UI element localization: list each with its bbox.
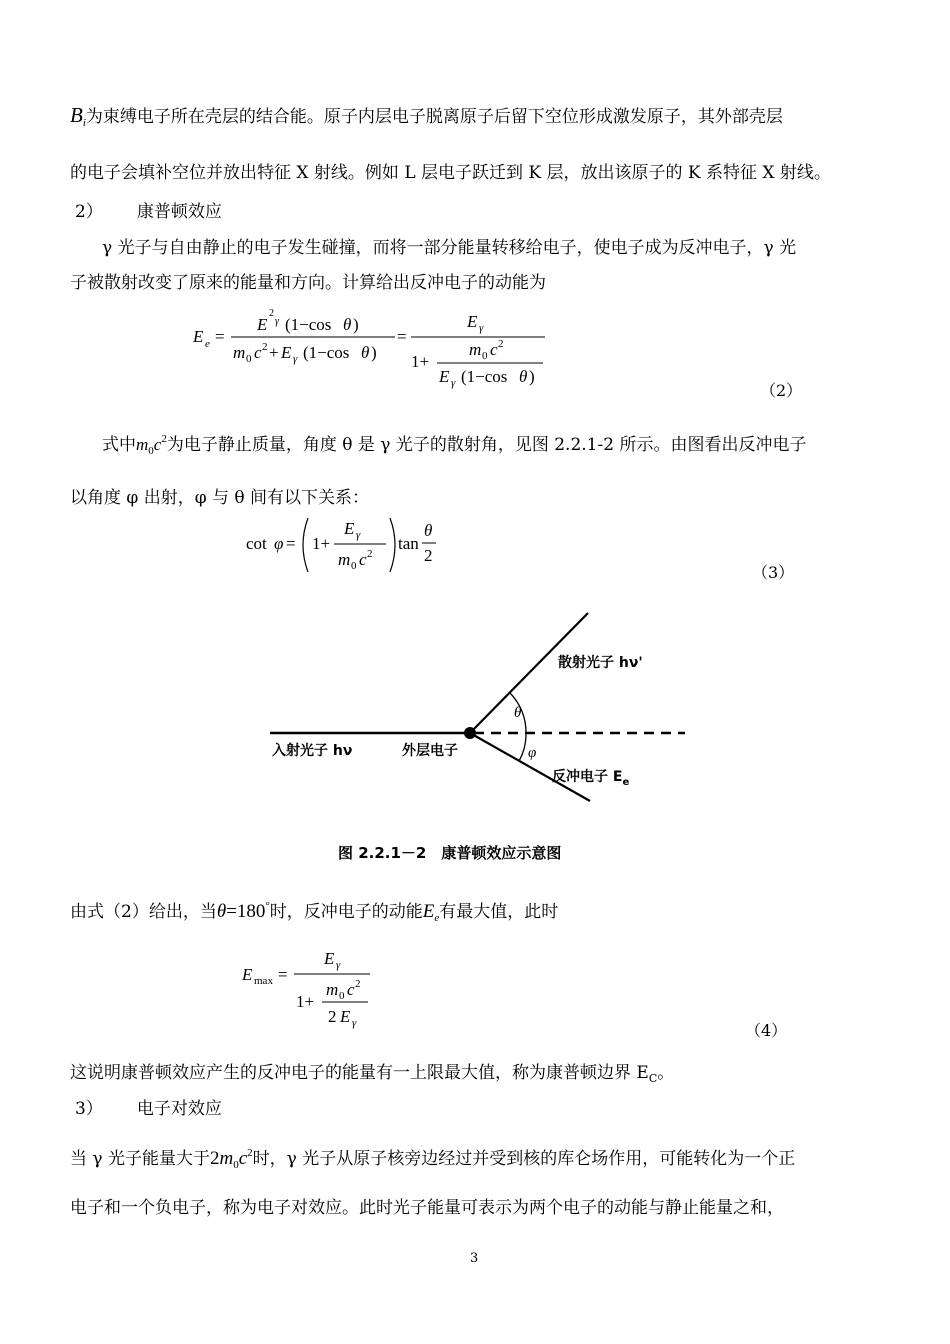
svg-text:=: = (397, 327, 407, 346)
svg-text:γ: γ (451, 377, 456, 389)
section-heading-compton (75, 201, 222, 223)
paragraph-line-6: 以角度 φ 出射，φ 与 θ 间有以下关系： (70, 488, 370, 508)
svg-text:m: m (469, 340, 482, 359)
svg-text:1+: 1+ (312, 534, 331, 553)
svg-text:): ) (353, 315, 359, 334)
equation-2-number: （2） (760, 381, 803, 400)
svg-text:=: = (215, 327, 225, 346)
paragraph-line-3: γ 光子与自由静止的电子发生碰撞，而将一部分能量转移给电子，使电子成为反冲电子，γ 光 (102, 238, 797, 258)
svg-text:φ: φ (274, 534, 284, 553)
theta-label: θ (514, 705, 522, 721)
svg-text:γ: γ (479, 322, 484, 334)
paragraph-text: 这说明康普顿效应产生的反冲电子的能量有一上限最大值，称为康普顿边界 E (70, 1063, 649, 1083)
svg-text:m: m (233, 343, 246, 362)
svg-text:γ: γ (356, 529, 361, 541)
binding-energy-symbol: B (70, 103, 83, 127)
svg-text:=: = (278, 965, 288, 984)
svg-text:e: e (205, 338, 210, 350)
paragraph-line-2: 的电子会填补空位并放出特征 X 射线。例如 L 层电子跃迁到 K 层，放出该原子的 K 系特征 X 射线。 (70, 163, 831, 183)
paragraph-line-10: 电子和一个负电子，称为电子对效应。此时光子能量可表示为两个电子的动能与静止能量之和， (70, 1198, 784, 1218)
svg-text:m: m (326, 980, 339, 999)
two-m0c2-expression: $2m_0c^2$ (209, 1147, 253, 1171)
equation-4 (238, 942, 398, 1034)
paragraph-text: 为电子静止质量，角度 θ 是 γ 光子的散射角，见图 2.2.1-2 所示。由图看出反冲电子 (166, 435, 807, 455)
svg-text:E: E (439, 367, 450, 386)
svg-text:2: 2 (328, 1007, 337, 1026)
svg-text:E: E (257, 315, 268, 334)
rest-mass-symbol: $m_0c^2$ (136, 433, 167, 457)
paragraph-line-9 (70, 1142, 795, 1176)
paragraph-line-4: 子被散射改变了原来的能量和方向。计算给出反冲电子的动能为 (70, 273, 546, 293)
svg-text:θ: θ (361, 343, 370, 362)
svg-text:+: + (269, 343, 279, 362)
svg-text:2: 2 (355, 978, 361, 990)
section-number: 3） (75, 1099, 103, 1119)
svg-text:E: E (242, 965, 253, 984)
paragraph-text: 为束缚电子所在壳层的结合能。原子内层电子脱离原子后留下空位形成激发原子，其外部壳层 (85, 107, 783, 127)
svg-text:m: m (338, 550, 351, 569)
svg-text:(1−cos: (1−cos (303, 343, 350, 362)
svg-text:θ: θ (519, 367, 528, 386)
svg-text:(1−cos: (1−cos (461, 367, 508, 386)
svg-text:2: 2 (498, 338, 504, 350)
svg-text:): ) (529, 367, 535, 386)
paragraph-text: 式中 (102, 435, 136, 455)
svg-text:E: E (324, 949, 335, 968)
svg-text:0: 0 (246, 353, 252, 365)
svg-text:1+: 1+ (411, 352, 430, 371)
svg-text:): ) (371, 343, 377, 362)
svg-text:2: 2 (367, 548, 373, 560)
scattered-photon-label: 散射光子 hν' (558, 655, 643, 671)
paragraph-line-5 (102, 428, 806, 462)
compton-edge-subscript: C (648, 1072, 658, 1085)
svg-text:0: 0 (351, 560, 357, 572)
equation-3 (240, 514, 460, 576)
svg-text:γ: γ (352, 1017, 357, 1029)
svg-text:θ: θ (343, 315, 352, 334)
equation-3-number: （3） (752, 563, 795, 582)
page-number: 3 (470, 1251, 479, 1266)
svg-text:cot: cot (246, 534, 267, 553)
svg-text:E: E (281, 343, 292, 362)
svg-text:1+: 1+ (296, 992, 315, 1011)
phi-arc (519, 733, 526, 761)
section-title: 康普顿效应 (136, 202, 222, 222)
paragraph-line-7 (70, 895, 558, 929)
svg-text:γ: γ (336, 959, 341, 971)
svg-text:=: = (286, 534, 296, 553)
svg-text:θ: θ (424, 521, 433, 540)
figure-caption: 图 2.2.1－2 康普顿效应示意图 (338, 844, 562, 862)
equation-4-number: （4） (745, 1021, 788, 1040)
paragraph-text: 时，γ 光子从原子核旁边经过并受到核的库仑场作用，可能转化为一个正 (252, 1149, 796, 1169)
section-heading-pair (75, 1098, 222, 1120)
svg-text:E: E (193, 327, 204, 346)
paragraph-line-1 (70, 104, 783, 134)
theta-180-expression: θ=180° (216, 900, 270, 922)
section-title: 电子对效应 (136, 1099, 222, 1119)
recoil-electron-line (470, 733, 590, 801)
paragraph-text: 有最大值，此时 (439, 902, 559, 922)
incident-photon-label: 入射光子 hν (272, 743, 353, 759)
svg-text:γ: γ (293, 353, 298, 365)
svg-text:c: c (359, 550, 367, 569)
outer-electron-dot (464, 727, 476, 739)
svg-text:0: 0 (482, 350, 488, 362)
section-number: 2） (75, 202, 103, 222)
paragraph-text: 。 (657, 1063, 675, 1083)
svg-text:2: 2 (424, 546, 433, 565)
svg-text:c: c (254, 343, 262, 362)
outer-electron-label: 外层电子 (402, 743, 458, 759)
paragraph-text: 当 γ 光子能量大于 (70, 1149, 210, 1169)
paragraph-text: 由式（2）给出，当 (70, 902, 217, 922)
ee-symbol: $E_e$ (422, 901, 440, 924)
svg-text:c: c (347, 980, 355, 999)
svg-text:2: 2 (269, 308, 274, 319)
recoil-electron-label: 反冲电子 $E_e$ (552, 769, 630, 788)
svg-text:2: 2 (262, 341, 268, 353)
scattered-photon-line (470, 613, 588, 733)
paragraph-text: 时，反冲电子的动能 (269, 902, 423, 922)
svg-text:E: E (467, 312, 478, 331)
svg-text:E: E (340, 1007, 351, 1026)
binding-energy-subscript: i (82, 117, 86, 129)
svg-text:E: E (344, 519, 355, 538)
phi-label: φ (528, 745, 537, 761)
svg-text:γ: γ (275, 316, 279, 327)
paragraph-line-8 (70, 1062, 674, 1090)
svg-text:c: c (490, 340, 498, 359)
svg-text:(1−cos: (1−cos (285, 315, 332, 334)
compton-diagram (260, 605, 700, 875)
svg-text:max: max (254, 975, 273, 987)
equation-2 (185, 305, 565, 395)
svg-text:0: 0 (339, 990, 345, 1002)
svg-text:tan: tan (398, 534, 419, 553)
